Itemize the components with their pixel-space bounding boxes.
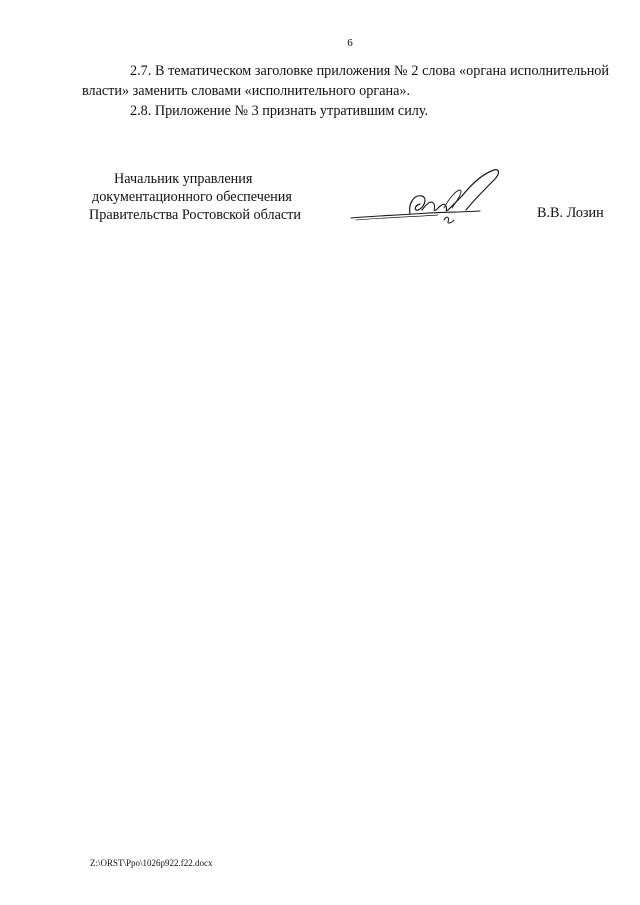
handwritten-signature xyxy=(348,160,508,232)
signatory-title-line: Правительства Ростовской области xyxy=(89,207,301,223)
page-number: 6 xyxy=(347,37,353,49)
footer-file-path: Z:\ORST\Ppo\1026p922.f22.docx xyxy=(90,858,213,868)
paragraph-2-8: 2.8. Приложение № 3 признать утратившим силу. xyxy=(130,103,429,119)
signatory-title-line: Начальник управления xyxy=(114,171,253,187)
paragraph-2-7: 2.7. В тематическом заголовке приложения № 2 слова «органа исполнительной власти» заменить словами «исполнительного органа». xyxy=(82,63,609,99)
signatory-name: В.В. Лозин xyxy=(537,205,604,221)
signatory-title xyxy=(82,170,322,224)
signatory-title-line: документационного обеспечения xyxy=(92,189,292,205)
